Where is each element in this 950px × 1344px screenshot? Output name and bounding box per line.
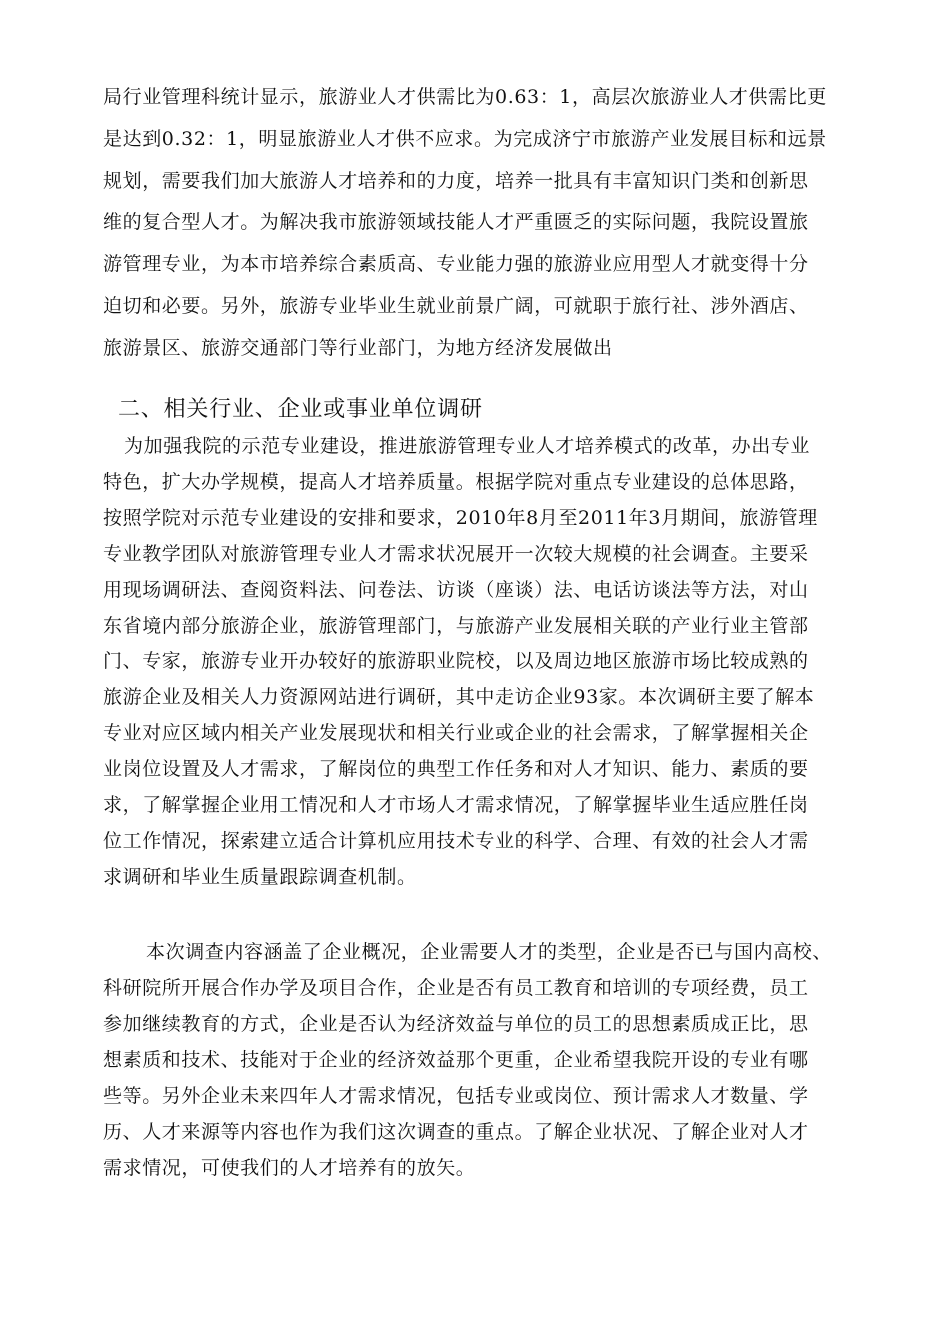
text-line: 用现场调研法、查阅资料法、问卷法、访谈（座谈）法、电话访谈法等方法，对山 — [103, 578, 809, 601]
text-line: 门、专家，旅游专业开办较好的旅游职业院校，以及周边地区旅游市场比较成熟的 — [103, 650, 809, 673]
text-line: 东省境内部分旅游企业，旅游管理部门，与旅游产业发展相关联的产业行业主管部 — [103, 614, 809, 637]
text-line: 想素质和技术、技能对于企业的经济效益那个更重，企业希望我院开设的专业有哪 — [103, 1049, 809, 1071]
text-line: 游管理专业，为本市培养综合素质高、专业能力强的旅游业应用型人才就变得十分 — [103, 253, 809, 276]
text-line: 位工作情况，探索建立适合计算机应用技术专业的科学、合理、有效的社会人才需 — [103, 829, 809, 852]
text-line: 需求情况，可使我们的人才培养有的放矢。 — [103, 1157, 476, 1179]
text-line: 规划，需要我们加大旅游人才培养和的力度，培养一批具有丰富知识门类和创新思 — [103, 169, 809, 192]
text-line: 求调研和毕业生质量跟踪调查机制。 — [103, 865, 417, 888]
text-line: 特色，扩大办学规模，提高人才培养质量。根据学院对重点专业建设的总体思路， — [103, 470, 809, 493]
text-line: 专业对应区域内相关产业发展现状和相关行业或企业的社会需求，了解掌握相关企 — [103, 722, 809, 745]
text-line: 为加强我院的示范专业建设，推进旅游管理专业人才培养模式的改革，办出专业 — [124, 435, 811, 457]
text-line: 迫切和必要。另外，旅游专业毕业生就业前景广阔，可就职于旅行社、涉外酒店、 — [103, 295, 809, 317]
text-line: 些等。另外企业未来四年人才需求情况，包括专业或岗位、预计需求人才数量、学 — [103, 1085, 809, 1107]
text-line: 是达到0.32：1，明显旅游业人才供不应求。为完成济宁市旅游产业发展目标和远景 — [103, 127, 827, 150]
text-line: 参加继续教育的方式，企业是否认为经济效益与单位的员工的思想素质成正比，思 — [103, 1013, 809, 1035]
text-line: 旅游景区、旅游交通部门等行业部门，为地方经济发展做出 — [103, 336, 613, 359]
text-line: 按照学院对示范专业建设的安排和要求，2010年8月至2011年3月期间，旅游管理 — [103, 506, 818, 529]
section-heading: 二、相关行业、企业或事业单位调研 — [118, 397, 483, 422]
text-line: 本次调查内容涵盖了企业概况，企业需要人才的类型，企业是否已与国内高校、 — [146, 941, 833, 963]
text-line: 专业教学团队对旅游管理专业人才需求状况展开一次较大规模的社会调查。主要采 — [103, 542, 809, 565]
text-line: 历、人才来源等内容也作为我们这次调查的重点。了解企业状况、了解企业对人才 — [103, 1121, 809, 1143]
text-line: 求，了解掌握企业用工情况和人才市场人才需求情况，了解掌握毕业生适应胜任岗 — [103, 794, 809, 816]
text-line: 业岗位设置及人才需求，了解岗位的典型工作任务和对人才知识、能力、素质的要 — [103, 758, 809, 781]
text-line: 维的复合型人才。为解决我市旅游领域技能人才严重匮乏的实际问题，我院设置旅 — [103, 211, 809, 234]
text-line: 科研院所开展合作办学及项目合作，企业是否有员工教育和培训的专项经费，员工 — [103, 977, 809, 999]
text-line: 旅游企业及相关人力资源网站进行调研，其中走访企业93家。本次调研主要了解本 — [103, 686, 815, 709]
text-line: 局行业管理科统计显示，旅游业人才供需比为0.63：1，高层次旅游业人才供需比更 — [103, 86, 827, 108]
